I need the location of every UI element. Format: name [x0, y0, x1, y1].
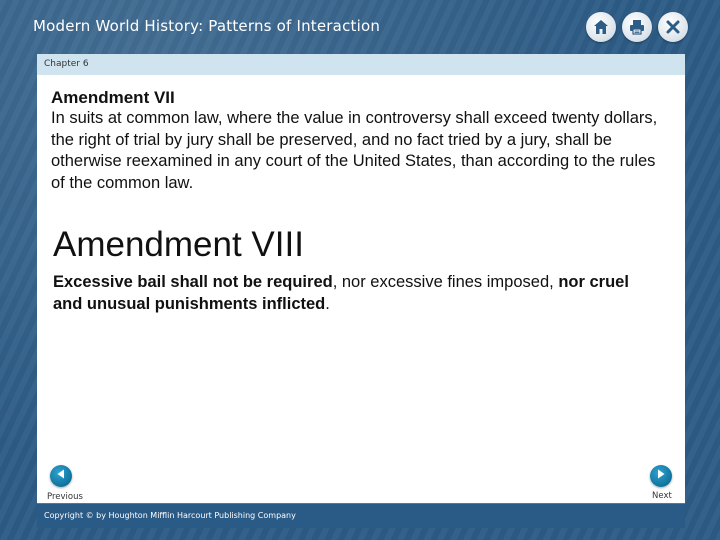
book-title: Modern World History: Patterns of Interaction [33, 17, 381, 35]
next-button[interactable] [650, 465, 672, 487]
amendment-8-heading: Amendment VIII [53, 225, 304, 264]
previous-button[interactable] [50, 465, 72, 487]
print-icon [628, 18, 646, 36]
footer-bar [37, 503, 685, 528]
next-label[interactable]: Next [652, 491, 672, 501]
home-icon [592, 18, 610, 36]
amendment-8-bail-clause: Excessive bail shall not be required [53, 273, 333, 291]
amendment-8-period: . [325, 295, 330, 313]
amendment-8-fines-clause: , nor excessive fines imposed, [332, 273, 559, 291]
next-arrow-icon [655, 467, 667, 485]
previous-arrow-icon [55, 467, 67, 485]
close-icon [664, 18, 682, 36]
amendment-7-heading: Amendment VII [51, 88, 175, 107]
close-button[interactable] [658, 12, 688, 42]
amendment-8-text [53, 271, 653, 315]
slide-content [37, 75, 685, 503]
amendment-8-punishment-clause: nor cruel and unusual punishments inflicted [53, 273, 629, 313]
copyright-text: Copyright © by Houghton Mifflin Harcourt Publishing Company [44, 511, 296, 520]
amendment-7-text: In suits at common law, where the value in controversy shall exceed twenty dollars, the right of trial by jury shall be preserved, and no fact tried by a jury, shall be otherwise reexamined in any court of the United States, than according to the rules of the common law. [51, 109, 658, 192]
chapter-bar [37, 54, 685, 75]
chapter-label: Chapter 6 [44, 59, 89, 69]
previous-label[interactable]: Previous [47, 492, 83, 502]
print-button[interactable] [622, 12, 652, 42]
home-button[interactable] [586, 12, 616, 42]
toolbar [586, 12, 688, 42]
